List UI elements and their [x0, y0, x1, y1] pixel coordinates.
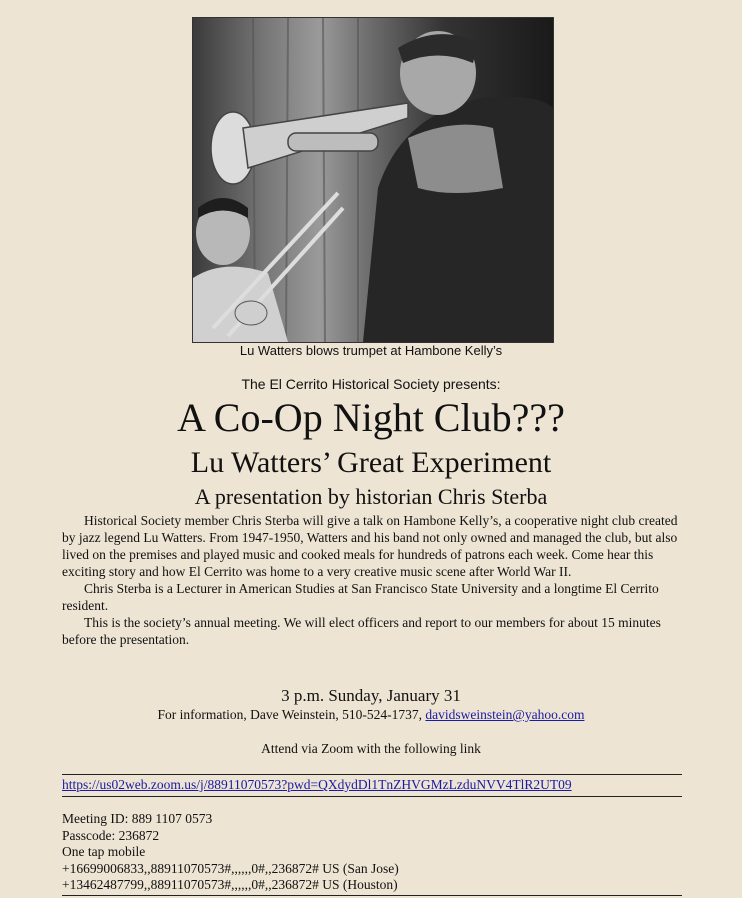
meeting-details — [62, 811, 399, 894]
description-paragraph: Chris Sterba is a Lecturer in American Studies at San Francisco State University and a longtime El Cerrito resident. — [62, 581, 659, 613]
presenter-heading: A presentation by historian Chris Sterba — [194, 484, 548, 509]
zoom-meeting-link[interactable]: https://us02web.zoom.us/j/88911070573?pwd=QXdydDl1TnZHVGMzLzduNVV4TlR2UT09 — [62, 777, 572, 792]
zoom-link-row — [62, 777, 572, 793]
event-title: A Co-Op Night Club??? — [177, 395, 565, 440]
photo-caption: Lu Watters blows trumpet at Hambone Kelly’s — [239, 343, 503, 358]
meeting-id: Meeting ID: 889 1107 0573 — [62, 811, 213, 826]
one-tap-heading: One tap mobile — [62, 844, 146, 859]
divider-top — [62, 774, 682, 775]
event-subtitle: Lu Watters’ Great Experiment — [190, 446, 552, 479]
presenter-line: The El Cerrito Historical Society presents: — [241, 376, 501, 392]
tap-number-houston: +13462487799,,88911070573#,,,,,,0#,,236872# US (Houston) — [62, 877, 398, 892]
event-photo — [192, 17, 554, 343]
tap-number-san-jose: +16699006833,,88911070573#,,,,,,0#,,236872# US (San Jose) — [62, 860, 399, 876]
event-date: 3 p.m. Sunday, January 31 — [281, 686, 461, 705]
contact-text: For information, Dave Weinstein, 510-524-1737, — [157, 707, 426, 722]
event-description — [62, 512, 692, 648]
contact-info — [0, 707, 742, 723]
divider-middle — [62, 796, 682, 797]
photo-illustration — [193, 18, 553, 342]
divider-bottom — [62, 895, 682, 896]
description-paragraph: This is the society’s annual meeting. We will elect officers and report to our members for about 15 minutes before the presentation. — [62, 615, 661, 647]
contact-email-link[interactable]: davidsweinstein@yahoo.com — [425, 707, 585, 722]
zoom-note: Attend via Zoom with the following link — [261, 741, 481, 756]
description-paragraph: Historical Society member Chris Sterba will give a talk on Hambone Kelly’s, a cooperative night club created by jazz legend Lu Watters. From 1947-1950, Watters and his band not only owned and managed the club, but also lived on the premises and played music and cooked meals for hundreds of patrons each week. Come hear this exciting story and how El Cerrito was home to a very creative music scene after World War II. — [62, 513, 678, 579]
meeting-passcode: Passcode: 236872 — [62, 827, 160, 843]
